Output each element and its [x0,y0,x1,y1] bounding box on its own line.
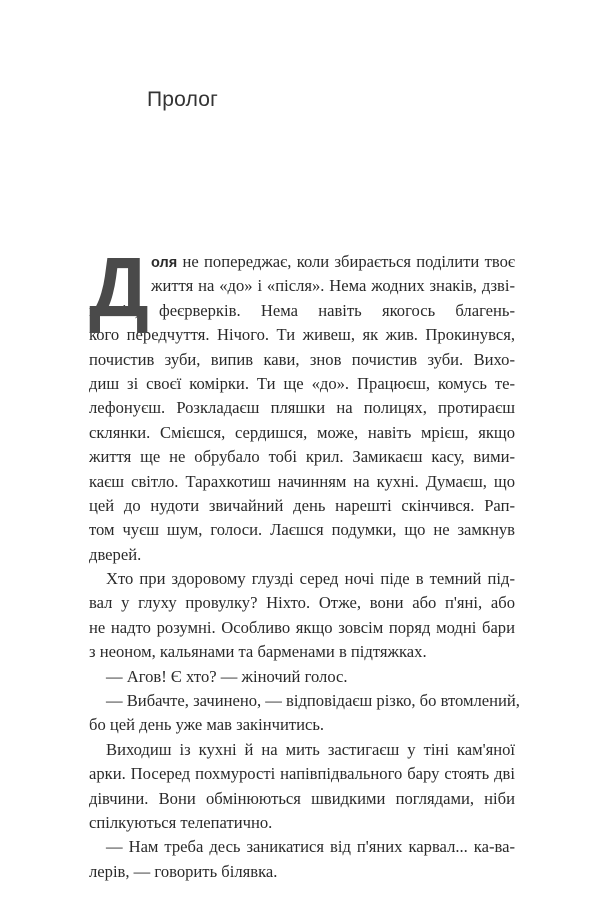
text-line: життя на «до» і «після». Нема жодних знаків, дзві- [151,276,515,296]
text-line: диш зі своєї комірки. Ти ще «до». Працюєш, комусь те- [89,373,515,393]
chapter-title: Пролог [147,88,219,111]
text-line: Виходиш із кухні й на мить застигаєш у тіні кам'яної [106,739,515,759]
text-line: арки. Посеред похмурості напівпідвального бару стоять дві [89,764,515,784]
text-line: вал у глуху провулку? Ніхто. Отже, вони або п'яні, або [89,593,515,613]
text-line: з неоном, кальянами та барменами в підтяжках. [89,642,427,662]
body-text [89,240,520,884]
text-line: — Агов! Є хто? — жіночий голос. [106,666,348,686]
text-line: склянки. Смієшся, сердишся, може, навіть мрієш, якщо [89,422,515,442]
text-line: кого передчуття. Нічого. Ти живеш, як жив. Прокинувся, [89,325,515,345]
text-line: дверей. [89,544,142,564]
text-line: Хто при здоровому глузді серед ночі піде в темний під- [106,569,515,589]
text-line: почистив зуби, випив кави, знов почистив зуби. Вихо- [89,349,515,369]
text-line: не надто розумні. Особливо якщо зовсім поряд модні бари [89,617,515,637]
text-line: дівчини. Вони обмінюються швидкими поглядами, ніби [89,788,515,808]
text-line: — Нам треба десь заникатися від п'яних карвал... ка-ва- [106,837,515,857]
text-line [89,250,515,274]
drop-cap: Д [89,240,149,334]
text-line: каєш світло. Тарахкотиш начинням на кухні. Думаєш, що [89,471,515,491]
text-line: лефонуєш. Розкладаєш пляшки на полицях, протираєш [89,398,515,418]
text-line: спілкуються телепатично. [89,812,273,832]
text-line: лерів, — говорить білявка. [89,861,278,881]
text-line: бо цей день уже мав закінчитись. [89,715,325,735]
lead-word: оля [151,255,178,271]
text-line: життя ще не обрубало тобі крил. Замикаєш касу, вими- [89,447,515,467]
text-line: том чуєш шум, голоси. Лаєшся подумки, що не замкнув [89,520,515,540]
text-line: цей до нудоти звичайний день нарешті скінчився. Рап- [89,495,515,515]
text-line-content: не попереджає, коли збирається поділити твоє [177,252,515,271]
text-line: — Вибачте, зачинено, — відповідаєш різко, бо втомлений, [106,691,520,711]
text-line: ночків, феєрверків. Нема навіть якогось благень- [89,300,515,320]
